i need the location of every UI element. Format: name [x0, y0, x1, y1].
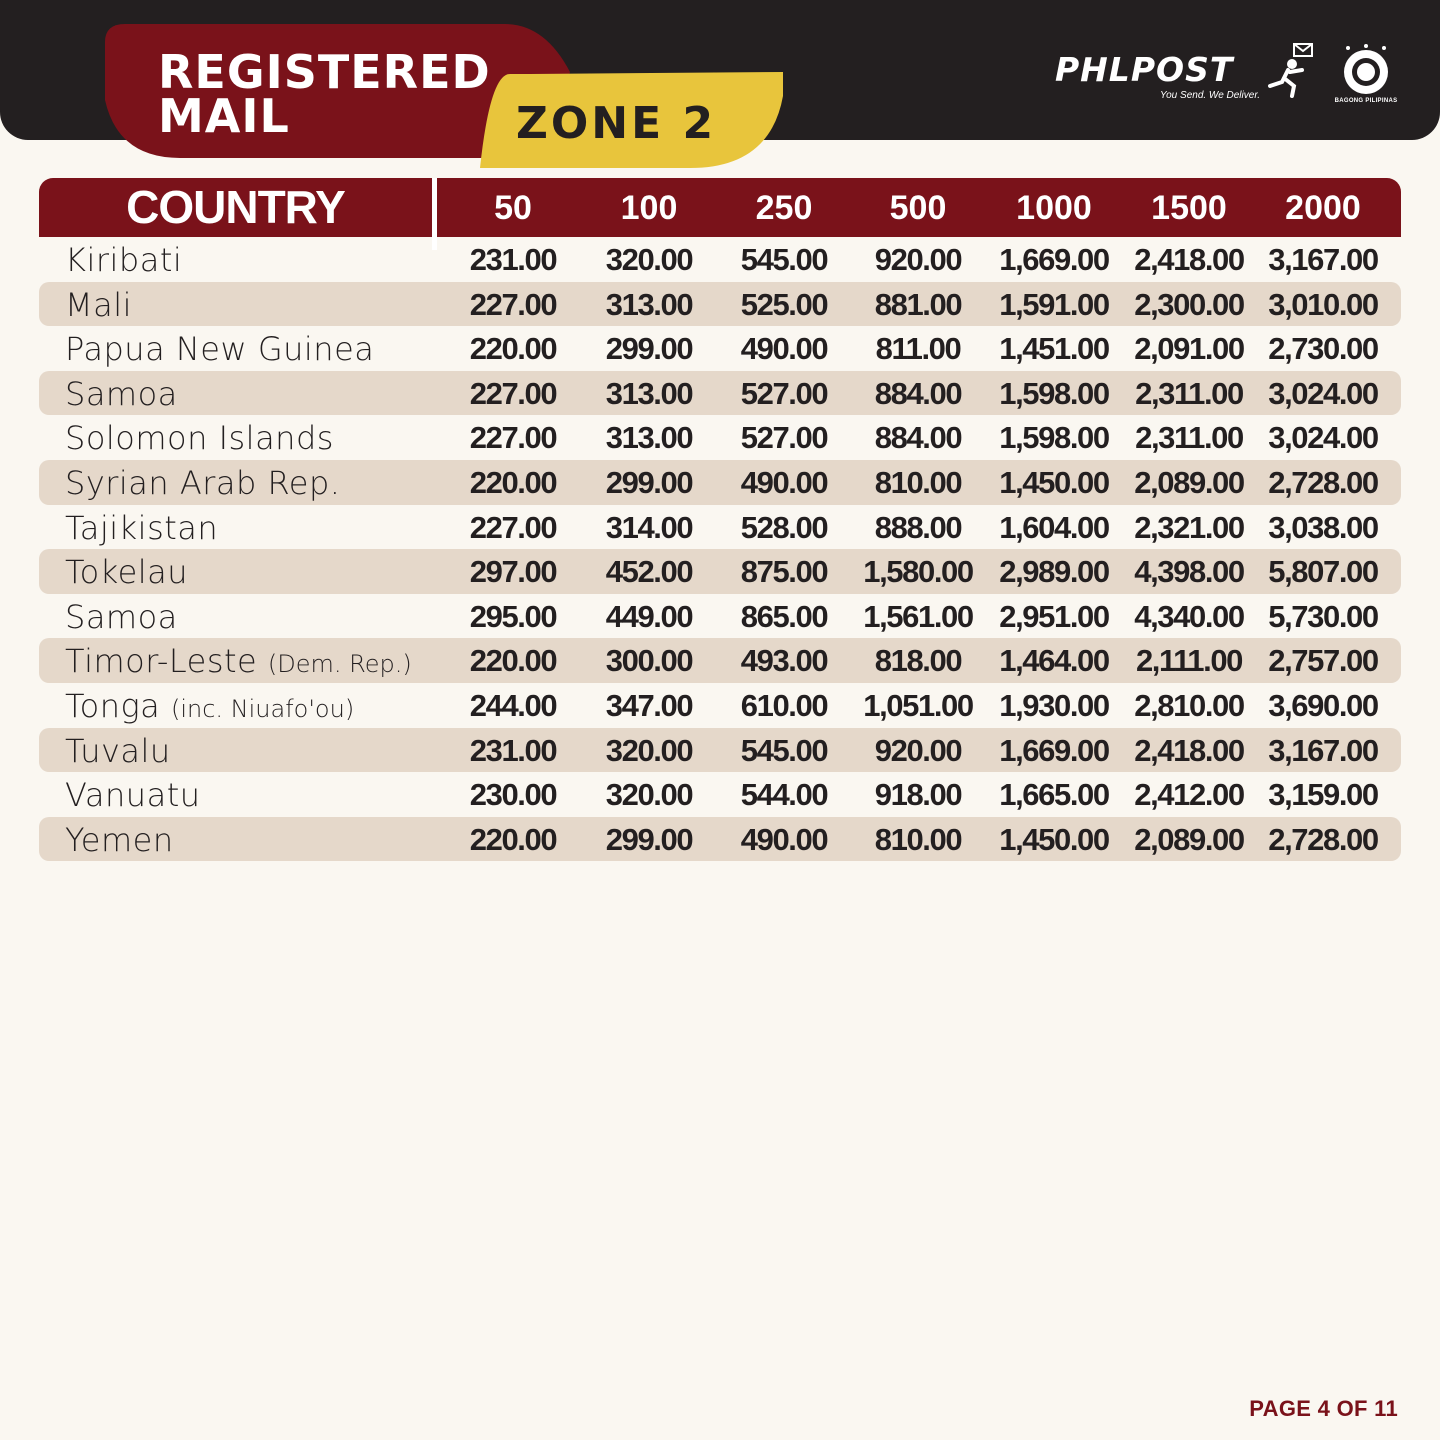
price-cell: 888.00	[874, 509, 962, 545]
country-cell	[65, 817, 174, 862]
country-cell	[65, 505, 218, 550]
country-column-header: COUNTRY	[126, 181, 345, 233]
price-cell: 231.00	[469, 732, 557, 768]
price-cell: 227.00	[469, 509, 557, 545]
country-cell	[65, 728, 171, 773]
weight-column-header: 250	[755, 189, 813, 227]
price-cell: 528.00	[740, 509, 828, 545]
title-banner	[0, 0, 800, 175]
country-name: Kiribati	[65, 241, 183, 279]
country-note: (inc. Niuafo'ou)	[170, 694, 355, 723]
price-cell: 320.00	[605, 242, 693, 277]
price-cell: 227.00	[469, 375, 557, 411]
price-cell: 884.00	[874, 420, 962, 456]
price-cell: 314.00	[605, 509, 693, 545]
price-cell: 1,580.00	[863, 554, 973, 590]
table-row	[39, 505, 1401, 550]
price-cell: 2,300.00	[1134, 286, 1244, 322]
price-cell: 918.00	[874, 777, 962, 813]
price-cell: 2,418.00	[1134, 242, 1244, 277]
running-mail-carrier-icon	[1262, 42, 1320, 98]
price-cell: 2,730.00	[1268, 331, 1378, 367]
price-cell: 545.00	[740, 242, 828, 277]
country-name: Mali	[65, 285, 132, 324]
price-cell: 4,340.00	[1134, 598, 1244, 634]
table-row	[39, 371, 1401, 416]
table-header-row	[39, 178, 1401, 237]
country-name: Samoa	[65, 597, 178, 636]
title-line-2: MAIL	[158, 89, 290, 143]
country-name: Papua New Guinea	[65, 330, 375, 369]
page-title	[158, 45, 491, 143]
price-cell: 1,669.00	[999, 242, 1109, 277]
price-cell: 299.00	[605, 821, 693, 857]
price-cell: 347.00	[605, 687, 693, 723]
country-name: Samoa	[65, 374, 178, 413]
price-cell: 449.00	[605, 598, 693, 634]
table-row	[39, 683, 1401, 728]
country-name: Tonga	[65, 686, 161, 725]
seal-label: BAGONG PILIPINAS	[1334, 98, 1398, 104]
price-cell: 2,091.00	[1134, 331, 1244, 367]
bagong-pilipinas-seal-icon	[1336, 44, 1396, 98]
price-cell: 1,464.00	[999, 643, 1109, 679]
price-cell: 881.00	[874, 286, 962, 322]
price-cell: 2,728.00	[1268, 821, 1378, 857]
table-body	[39, 237, 1401, 861]
price-cell: 1,598.00	[999, 375, 1109, 411]
price-cell: 2,321.00	[1134, 509, 1244, 545]
price-cell: 490.00	[740, 464, 828, 500]
price-cell: 244.00	[469, 687, 557, 723]
price-cell: 2,989.00	[999, 554, 1109, 590]
price-cell: 320.00	[605, 732, 693, 768]
price-cell: 295.00	[469, 598, 557, 634]
table-row	[39, 772, 1401, 817]
table-row	[39, 237, 1401, 282]
table-row	[39, 326, 1401, 371]
weight-column-header: 2000	[1285, 189, 1361, 227]
price-cell: 452.00	[605, 554, 693, 590]
price-cell: 2,418.00	[1134, 732, 1244, 768]
country-cell	[65, 638, 412, 683]
country-name: Syrian Arab Rep.	[65, 463, 341, 502]
weight-column-header: 50	[494, 189, 532, 227]
price-cell: 1,665.00	[999, 777, 1109, 813]
price-cell: 220.00	[469, 331, 557, 367]
price-cell: 227.00	[469, 420, 557, 456]
price-cell: 1,051.00	[863, 687, 973, 723]
price-cell: 875.00	[740, 554, 828, 590]
price-cell: 231.00	[469, 242, 557, 277]
country-name: Yemen	[65, 820, 174, 859]
table-row	[39, 638, 1401, 683]
price-cell: 1,930.00	[999, 687, 1109, 723]
price-cell: 610.00	[740, 687, 828, 723]
price-cell: 5,807.00	[1268, 554, 1378, 590]
table-row	[39, 460, 1401, 505]
table-row	[39, 282, 1401, 327]
price-cell: 810.00	[874, 464, 962, 500]
price-cell: 818.00	[874, 643, 962, 679]
table-row	[39, 549, 1401, 594]
table-row	[39, 817, 1401, 862]
price-cell: 313.00	[605, 375, 693, 411]
price-cell: 545.00	[740, 732, 828, 768]
price-cell: 2,089.00	[1134, 821, 1244, 857]
price-cell: 2,111.00	[1135, 643, 1243, 679]
price-cell: 230.00	[469, 777, 557, 813]
country-name: Vanuatu	[65, 776, 201, 815]
price-cell: 2,951.00	[999, 598, 1109, 634]
zone-label: ZONE 2	[516, 98, 717, 149]
price-cell: 1,561.00	[863, 598, 973, 634]
price-cell: 1,591.00	[999, 286, 1109, 322]
weight-column-header: 100	[620, 189, 678, 227]
country-name: Tajikistan	[65, 508, 219, 547]
price-cell: 3,690.00	[1268, 687, 1378, 723]
price-cell: 493.00	[740, 643, 828, 679]
price-cell: 5,730.00	[1268, 598, 1378, 634]
country-cell	[65, 683, 354, 728]
price-cell: 3,038.00	[1268, 509, 1378, 545]
price-cell: 490.00	[740, 331, 828, 367]
country-cell	[65, 594, 178, 639]
price-cell: 865.00	[740, 598, 828, 634]
price-cell: 525.00	[740, 286, 828, 322]
price-cell: 527.00	[740, 375, 828, 411]
price-cell: 1,450.00	[999, 464, 1109, 500]
table-row	[39, 415, 1401, 460]
price-cell: 811.00	[875, 331, 961, 367]
price-cell: 810.00	[874, 821, 962, 857]
price-cell: 2,810.00	[1134, 687, 1244, 723]
country-cell	[65, 326, 374, 371]
country-cell	[65, 549, 188, 594]
price-cell: 3,159.00	[1268, 777, 1378, 813]
page-indicator: PAGE 4 OF 11	[1249, 1396, 1398, 1421]
rate-table	[39, 178, 1401, 861]
price-cell: 2,311.00	[1135, 420, 1243, 456]
price-cell: 920.00	[874, 242, 962, 277]
price-cell: 220.00	[469, 643, 557, 679]
price-cell: 3,010.00	[1268, 286, 1378, 322]
weight-column-header: 1500	[1151, 189, 1227, 227]
logo-tagline: You Send. We Deliver.	[1160, 90, 1261, 101]
price-cell: 2,757.00	[1268, 643, 1378, 679]
table-row	[39, 594, 1401, 639]
table-row	[39, 728, 1401, 773]
country-cell	[65, 415, 334, 460]
country-cell	[65, 772, 201, 817]
country-cell	[65, 460, 340, 505]
price-cell: 227.00	[469, 286, 557, 322]
price-cell: 490.00	[740, 821, 828, 857]
price-cell: 4,398.00	[1134, 554, 1244, 590]
country-cell	[65, 282, 132, 327]
price-cell: 884.00	[874, 375, 962, 411]
price-cell: 220.00	[469, 464, 557, 500]
country-name: Tokelau	[65, 553, 189, 592]
price-cell: 544.00	[740, 777, 828, 813]
country-cell	[65, 237, 182, 282]
price-cell: 3,024.00	[1268, 420, 1378, 456]
price-cell: 920.00	[874, 732, 962, 768]
price-cell: 2,728.00	[1268, 464, 1378, 500]
price-cell: 1,450.00	[999, 821, 1109, 857]
price-cell: 220.00	[469, 821, 557, 857]
price-cell: 313.00	[605, 420, 693, 456]
price-cell: 299.00	[605, 331, 693, 367]
price-cell: 527.00	[740, 420, 828, 456]
price-cell: 1,451.00	[999, 331, 1109, 367]
country-note: (Dem. Rep.)	[267, 650, 412, 679]
price-cell: 299.00	[605, 464, 693, 500]
price-cell: 1,669.00	[999, 732, 1109, 768]
price-cell: 2,412.00	[1134, 777, 1244, 813]
title-line-1: REGISTERED	[158, 45, 491, 99]
price-cell: 3,167.00	[1268, 732, 1378, 768]
country-name: Tuvalu	[65, 731, 171, 770]
weight-column-header: 1000	[1016, 189, 1092, 227]
price-cell: 2,089.00	[1134, 464, 1244, 500]
country-name: Timor-Leste	[65, 642, 258, 681]
weight-column-header: 500	[889, 189, 947, 227]
price-cell: 313.00	[605, 286, 693, 322]
price-cell: 1,598.00	[999, 420, 1109, 456]
price-cell: 3,167.00	[1268, 242, 1378, 277]
price-cell: 297.00	[469, 554, 557, 590]
price-cell: 1,604.00	[999, 509, 1109, 545]
country-cell	[65, 371, 178, 416]
price-cell: 320.00	[605, 777, 693, 813]
phlpost-logo-text: PHLPOST	[1055, 50, 1234, 89]
country-name: Solomon Islands	[65, 419, 334, 458]
price-cell: 300.00	[605, 643, 693, 679]
price-cell: 3,024.00	[1268, 375, 1378, 411]
price-cell: 2,311.00	[1135, 375, 1243, 411]
